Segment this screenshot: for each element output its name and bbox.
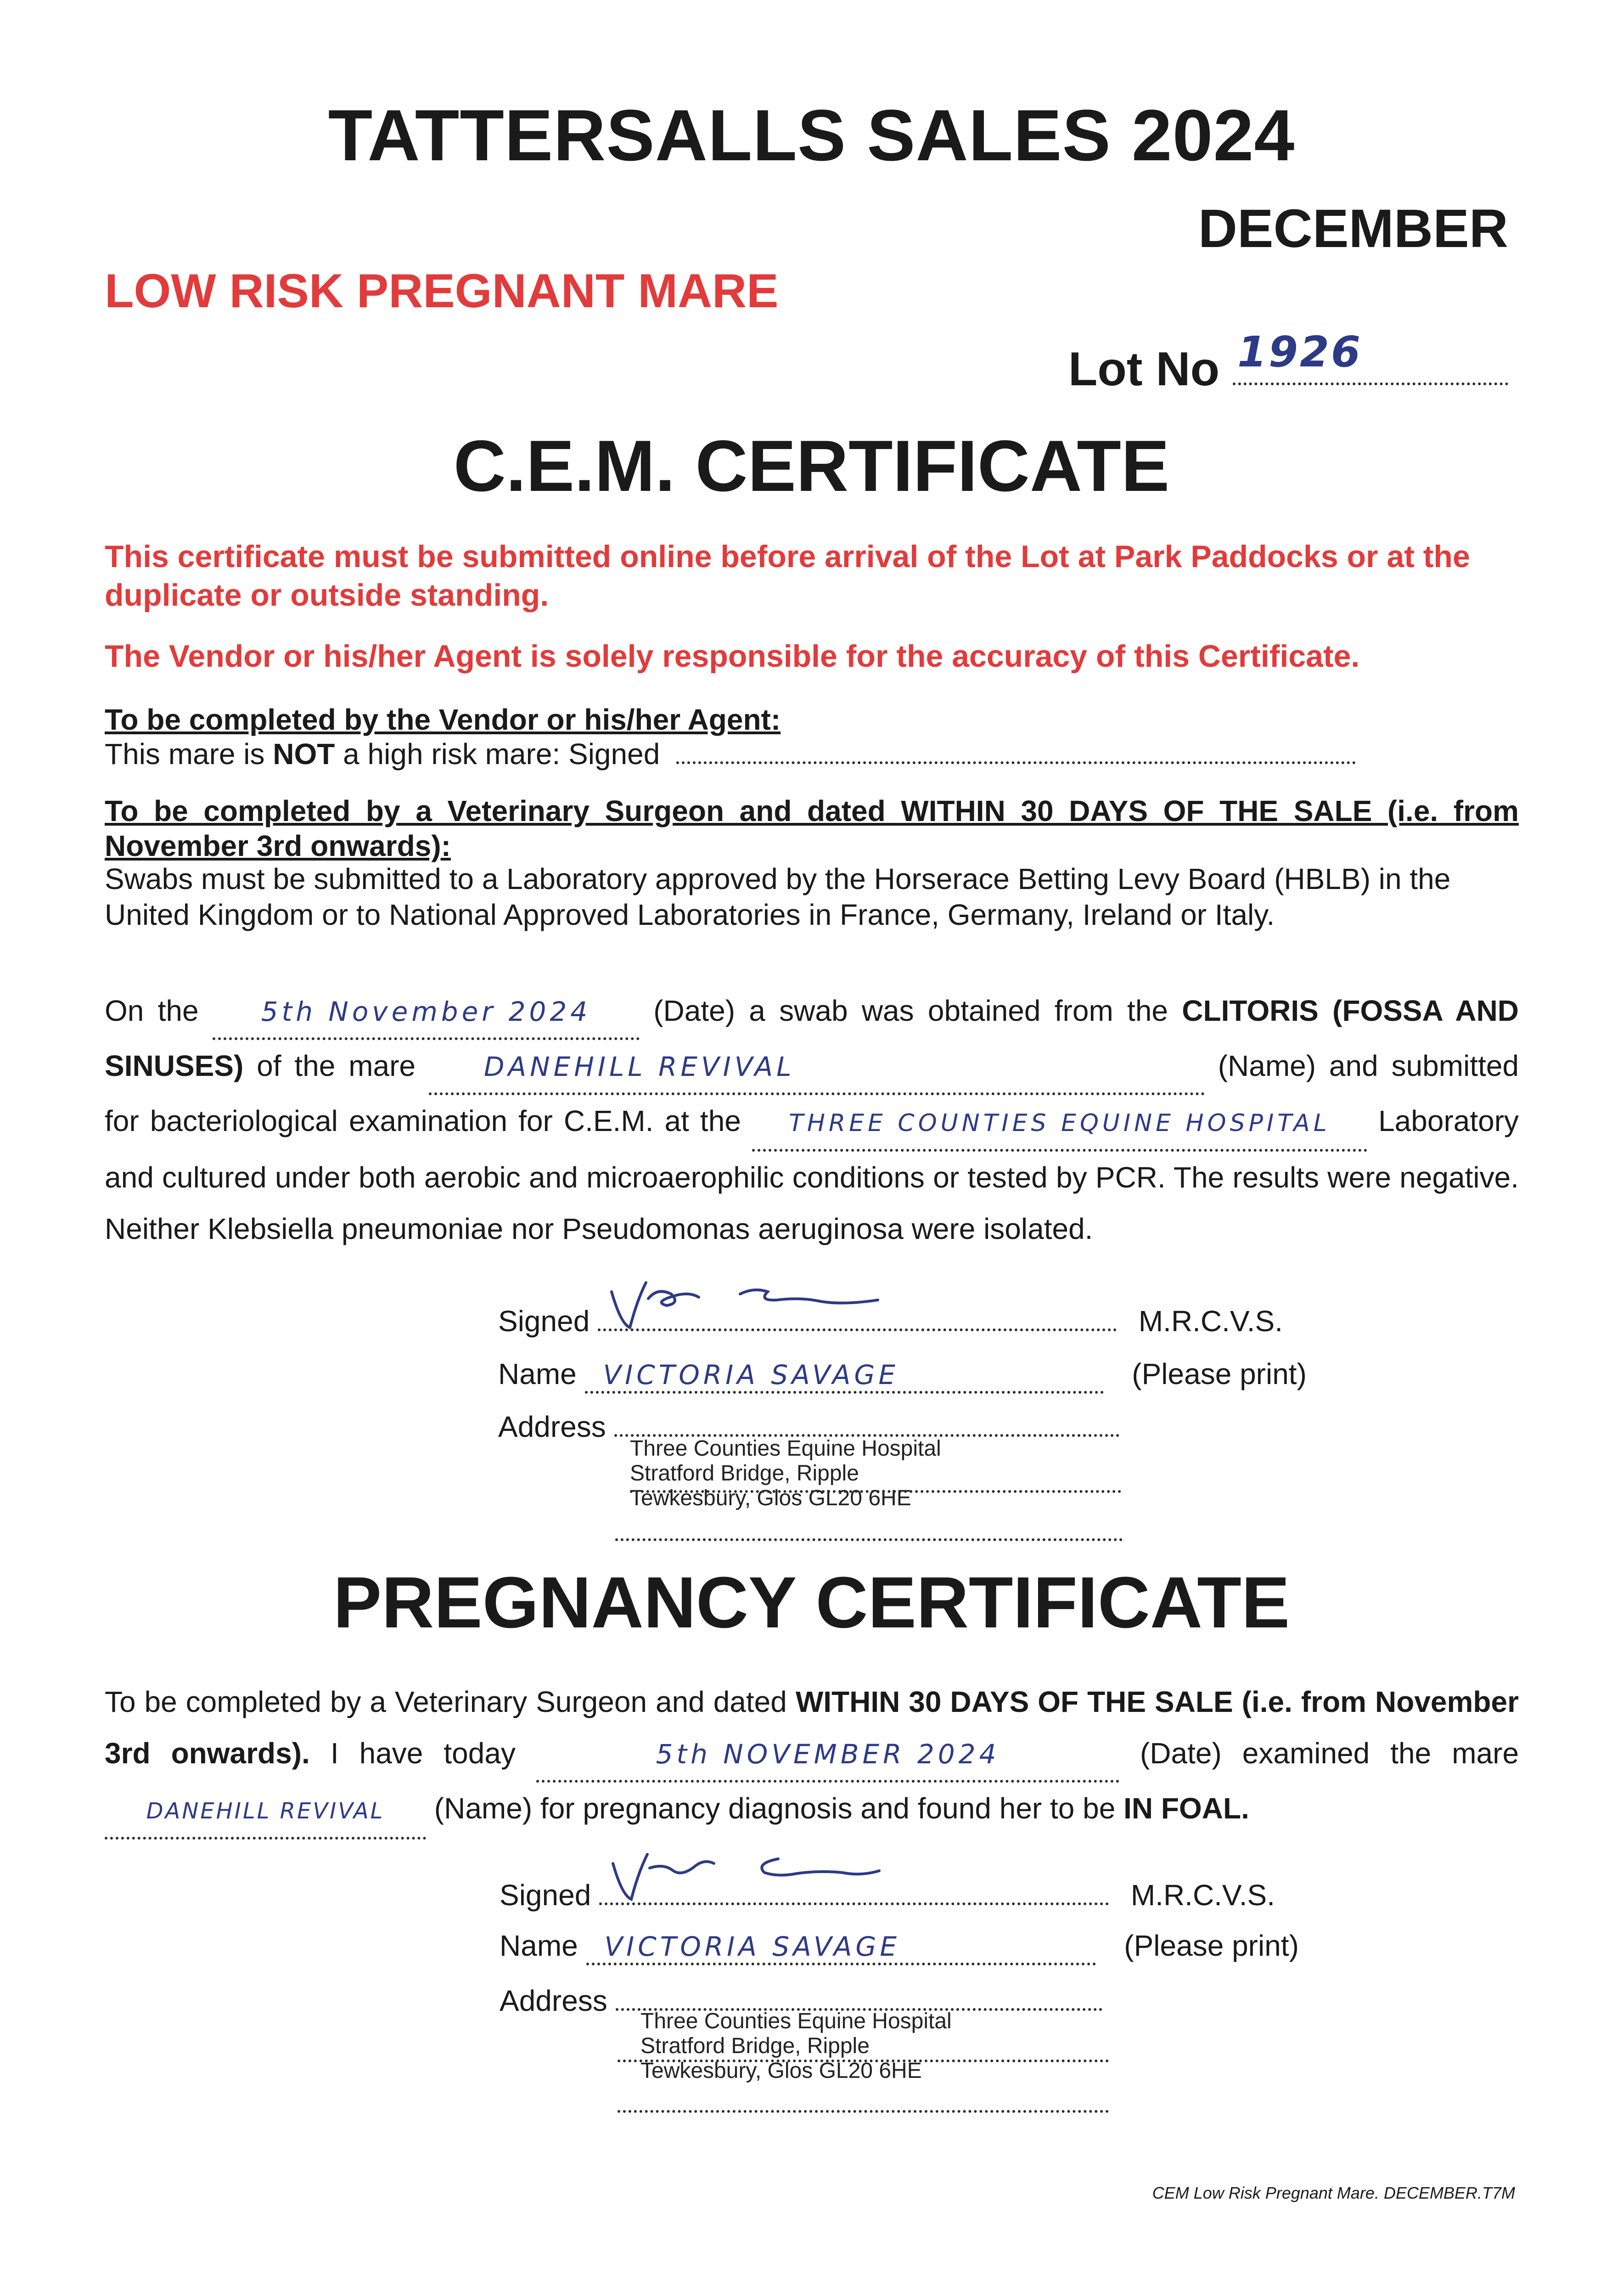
- cem-certificate-title: C.E.M. CERTIFICATE: [453, 426, 1170, 506]
- preg-text-2: I have today: [330, 1737, 516, 1770]
- cem-statement: [105, 985, 1519, 1255]
- cem-vet-name-value: VICTORIA SAVAGE: [603, 1359, 899, 1390]
- preg-text-1: To be completed by a Veterinary Surgeon and dated: [105, 1685, 787, 1718]
- cem-signature-field[interactable]: [598, 1306, 1117, 1331]
- vendor-declaration: [105, 737, 1356, 771]
- sale-month: DECEMBER: [1198, 198, 1508, 259]
- name-label: (Name) and submitted for bacteriological examination for C.E.M. at the: [105, 1049, 1519, 1137]
- preg-name-label: Name: [500, 1929, 578, 1962]
- of-the-mare-label: of the mare: [257, 1049, 416, 1082]
- preg-signature-mark: [604, 1845, 898, 1905]
- vendor-section-heading: To be completed by the Vendor or his/her Agent:: [105, 703, 781, 736]
- laboratory-value: THREE COUNTIES EQUINE HOSPITAL: [789, 1109, 1331, 1137]
- document-title: TATTERSALLS SALES 2024: [328, 95, 1295, 176]
- preg-mare-name-value: DANEHILL REVIVAL: [146, 1798, 385, 1824]
- responsibility-notice: The Vendor or his/her Agent is solely responsible for the accuracy of this Certificate.: [105, 639, 1360, 674]
- cem-address-line: Stratford Bridge, Ripple: [630, 1461, 859, 1486]
- cem-address-field[interactable]: [614, 1416, 1119, 1437]
- laboratory-field[interactable]: [752, 1095, 1367, 1152]
- on-the-label: On the: [105, 994, 199, 1027]
- exam-date-field[interactable]: [536, 1728, 1119, 1783]
- pregnancy-certificate-title: PREGNANCY CERTIFICATE: [333, 1562, 1290, 1643]
- preg-vet-name-field[interactable]: [586, 1929, 1096, 1965]
- submission-notice: This certificate must be submitted online before arrival of the Lot at Park Paddocks or at the duplicate or outside standing.: [105, 539, 1470, 613]
- cem-signature-mark: [602, 1273, 896, 1333]
- cem-address-line-2: [630, 1472, 1121, 1493]
- cem-address-line: Tewkesbury, Glos GL20 6HE: [630, 1486, 911, 1510]
- vet-section-heading: [105, 793, 1519, 863]
- mare-name-field[interactable]: [429, 1040, 1205, 1095]
- vet-heading-colon: :: [441, 829, 451, 862]
- mare-name-value: DANEHILL REVIVAL: [483, 1051, 795, 1082]
- cem-name-label: Name: [498, 1357, 577, 1390]
- exam-date-value: 5th NOVEMBER 2024: [656, 1739, 1000, 1770]
- preg-signed-label: Signed: [500, 1879, 591, 1912]
- swab-site: CLITORIS (FOSSA AND SINUSES): [105, 994, 1519, 1082]
- cem-please-print: (Please print): [1132, 1357, 1307, 1390]
- cem-vet-name-field[interactable]: [585, 1357, 1104, 1394]
- preg-mare-name-field[interactable]: [105, 1783, 426, 1840]
- cem-mrcvs: M.R.C.V.S.: [1138, 1305, 1283, 1338]
- preg-deadline: WITHIN 30 DAYS OF THE SALE (i.e. from November 3rd onwards).: [105, 1685, 1519, 1770]
- date-label: (Date) a swab was obtained from the: [653, 994, 1168, 1027]
- lot-number-field[interactable]: [1068, 327, 1508, 397]
- preg-address-field[interactable]: [616, 1990, 1102, 2011]
- swab-date-value: 5th November 2024: [261, 996, 591, 1027]
- lot-number-value: 1926: [1237, 327, 1363, 377]
- cem-signed-label: Signed: [498, 1305, 590, 1338]
- preg-vet-name-value: VICTORIA SAVAGE: [604, 1931, 900, 1962]
- preg-name-row: [500, 1929, 1299, 1965]
- mare-category: LOW RISK PREGNANT MARE: [105, 264, 779, 318]
- pregnancy-result: IN FOAL.: [1123, 1792, 1249, 1825]
- swab-date-field[interactable]: [213, 985, 640, 1040]
- cem-signature-row: [498, 1304, 1283, 1338]
- pregnancy-statement: [105, 1676, 1519, 1840]
- lot-label: Lot No: [1068, 343, 1220, 396]
- preg-mrcvs: M.R.C.V.S.: [1130, 1879, 1275, 1912]
- preg-text-3: (Date) examined the mare: [1140, 1737, 1519, 1770]
- preg-please-print: (Please print): [1124, 1929, 1299, 1962]
- vendor-line-pre: This mare is: [105, 737, 273, 771]
- cem-address-line-3: [615, 1520, 1123, 1541]
- cem-name-row: [498, 1357, 1307, 1394]
- vendor-line-post: a high risk mare: Signed: [335, 737, 660, 771]
- preg-address-line: Tewkesbury, Glos GL20 6HE: [640, 2059, 922, 2083]
- vet-heading-text: To be completed by a Veterinary Surgeon and dated: [105, 794, 901, 827]
- vendor-line-not: NOT: [273, 737, 335, 771]
- laboratory-label: Laboratory and cultured under both aerobic and microaerophilic conditions or tested by PCR. The results were negative. Neither Klebsiella pneumoniae nor Pseudomonas aeruginosa were isolated.: [105, 1104, 1519, 1245]
- preg-signature-field[interactable]: [599, 1880, 1109, 1905]
- preg-address-line-2: [618, 2041, 1109, 2062]
- preg-signature-row: [500, 1878, 1275, 1912]
- vendor-signature-field[interactable]: [676, 743, 1356, 764]
- preg-address-label: Address: [500, 1984, 607, 2017]
- vet-heading-deadline: WITHIN 30 DAYS OF THE SALE (i.e. from November 3rd onwards): [105, 794, 1519, 862]
- form-code: CEM Low Risk Pregnant Mare. DECEMBER.T7M: [1152, 2183, 1515, 2202]
- preg-address-line-3: [618, 2092, 1109, 2113]
- swab-requirements: Swabs must be submitted to a Laboratory approved by the Horserace Betting Levy Board (HBLB) in the United Kingdom or to National Approved Laboratories in France, Germany, Ireland or Italy.: [105, 862, 1451, 931]
- cem-address-label: Address: [498, 1410, 606, 1443]
- preg-text-4: (Name) for pregnancy diagnosis and found her to be: [434, 1792, 1116, 1825]
- cem-address-line: Three Counties Equine Hospital: [630, 1436, 941, 1461]
- preg-address-line: Stratford Bridge, Ripple: [640, 2034, 870, 2058]
- preg-address-line: Three Counties Equine Hospital: [640, 2009, 952, 2033]
